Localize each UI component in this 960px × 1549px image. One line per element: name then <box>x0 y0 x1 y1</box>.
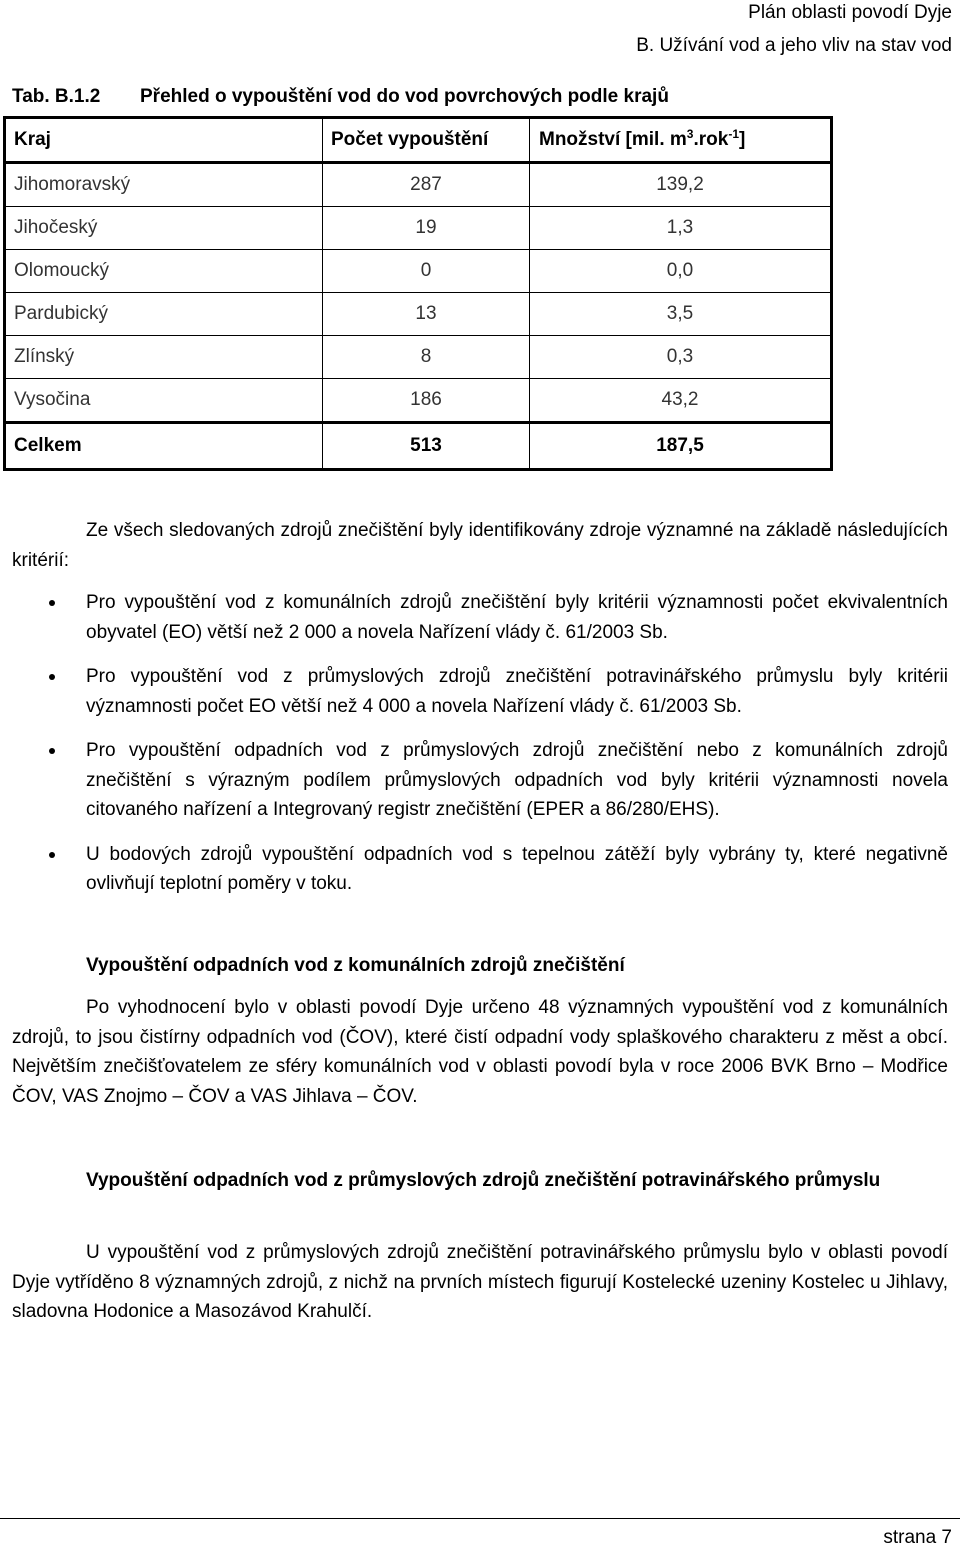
section-heading-komunalni: Vypouštění odpadních vod z komunálních zdrojů znečištění <box>86 955 625 976</box>
col-header-kraj: Kraj <box>5 118 323 163</box>
list-item-text: Pro vypouštění vod z komunálních zdrojů znečištění byly kritérii významnosti počet ekvivalentních obyvatel (EO) větší než 2 000 a novela Nařízení vlády č. 61/2003 Sb. <box>86 592 948 643</box>
col-header-sup1: 3 <box>686 127 694 141</box>
list-item-text: Pro vypouštění vod z průmyslových zdrojů znečištění potravinářského průmyslu byly kritérii významnosti počet EO větší než 4 000 a novela Nařízení vlády č. 61/2003 Sb. <box>86 666 948 717</box>
table-caption <box>12 86 669 108</box>
table-row <box>5 336 832 379</box>
document-header-subtitle: B. Užívání vod a jeho vliv na stav vod <box>636 35 952 56</box>
list-item-text: Pro vypouštění odpadních vod z průmyslových zdrojů znečištění nebo z komunálních zdrojů znečištění s výrazným podílem průmyslových odpadních vod byly kritérii významnosti novela citovaného nařízení a Integrovaný registr znečištění (EPER a 86/280/EHS). <box>86 740 948 820</box>
list-item-text: U bodových zdrojů vypouštění odpadních vod s tepelnou zátěží byly vybrány ty, které negativně ovlivňují teplotní poměry v toku. <box>86 843 948 894</box>
section-paragraph-komunalni: Po vyhodnocení bylo v oblasti povodí Dyje určeno 48 významných vypouštění vod z komunálních zdrojů, to jsou čistírny odpadních vod (ČOV), které čistí odpadní vody splaškového charakteru z měst a obcí. Největším znečišťovatelem ze sféry komunálních vod v oblasti povodí byla v roce 2006 BVK Brno – Modřice ČOV, VAS Znojmo – ČOV a VAS Jihlava – ČOV. <box>12 997 948 1107</box>
cell-pocet: 186 <box>323 379 530 423</box>
cell-kraj: Vysočina <box>5 379 323 423</box>
cell-kraj: Pardubický <box>5 293 323 336</box>
document-header-title: Plán oblasti povodí Dyje <box>748 2 952 23</box>
table-row <box>5 207 832 250</box>
bullet-icon <box>49 748 55 754</box>
cell-kraj: Zlínský <box>5 336 323 379</box>
table-row <box>5 293 832 336</box>
cell-mnozstvi: 3,5 <box>530 293 832 336</box>
cell-pocet: 19 <box>323 207 530 250</box>
cell-total-mnozstvi: 187,5 <box>530 423 832 470</box>
cell-total-kraj: Celkem <box>5 423 323 470</box>
cell-mnozstvi: 0,3 <box>530 336 832 379</box>
cell-total-pocet: 513 <box>323 423 530 470</box>
col-header-mnozstvi-b: .rok <box>693 129 729 150</box>
cell-kraj: Olomoucký <box>5 250 323 293</box>
table-total-row <box>5 423 832 470</box>
section-heading-prumyslove: Vypouštění odpadních vod z průmyslových zdrojů znečištění potravinářského průmyslu <box>86 1170 881 1191</box>
col-header-pocet: Počet vypouštění <box>323 118 530 163</box>
table-number: Tab. B.1.2 <box>12 86 101 107</box>
col-header-mnozstvi <box>530 118 832 163</box>
table-row <box>5 250 832 293</box>
bullet-icon <box>49 852 55 858</box>
footer-divider <box>0 1518 960 1519</box>
col-header-mnozstvi-c: ] <box>739 129 746 150</box>
cell-pocet: 13 <box>323 293 530 336</box>
bullet-icon <box>49 600 55 606</box>
cell-kraj: Jihočeský <box>5 207 323 250</box>
col-header-mnozstvi-a: Množství [mil. m <box>539 129 687 150</box>
list-item <box>12 662 948 721</box>
table-header-row <box>5 118 832 163</box>
criteria-list <box>12 588 948 914</box>
cell-pocet: 287 <box>323 163 530 207</box>
list-item <box>12 840 948 899</box>
section-paragraph-prumyslove: U vypouštění vod z průmyslových zdrojů znečištění potravinářského průmyslu bylo v oblasti povodí Dyje vytříděno 8 významných zdrojů, z nichž na prvních místech figurují Kostelecké uzeniny Kostelec u Jihlavy, sladovna Hodonice a Masozávod Krahulčí. <box>12 1242 948 1322</box>
bullet-icon <box>49 674 55 680</box>
table-row <box>5 379 832 423</box>
intro-paragraph: Ze všech sledovaných zdrojů znečištění byly identifikovány zdroje významné na základě následujících kritérií: <box>12 520 948 571</box>
cell-kraj: Jihomoravský <box>5 163 323 207</box>
table-row <box>5 163 832 207</box>
cell-mnozstvi: 0,0 <box>530 250 832 293</box>
col-header-sup2: -1 <box>728 127 740 141</box>
cell-pocet: 0 <box>323 250 530 293</box>
discharge-table <box>3 116 833 471</box>
page-number: strana 7 <box>883 1527 952 1548</box>
list-item <box>12 736 948 825</box>
cell-mnozstvi: 1,3 <box>530 207 832 250</box>
cell-mnozstvi: 43,2 <box>530 379 832 423</box>
table-title: Přehled o vypouštění vod do vod povrchových podle krajů <box>140 86 669 107</box>
cell-mnozstvi: 139,2 <box>530 163 832 207</box>
cell-pocet: 8 <box>323 336 530 379</box>
list-item <box>12 588 948 647</box>
